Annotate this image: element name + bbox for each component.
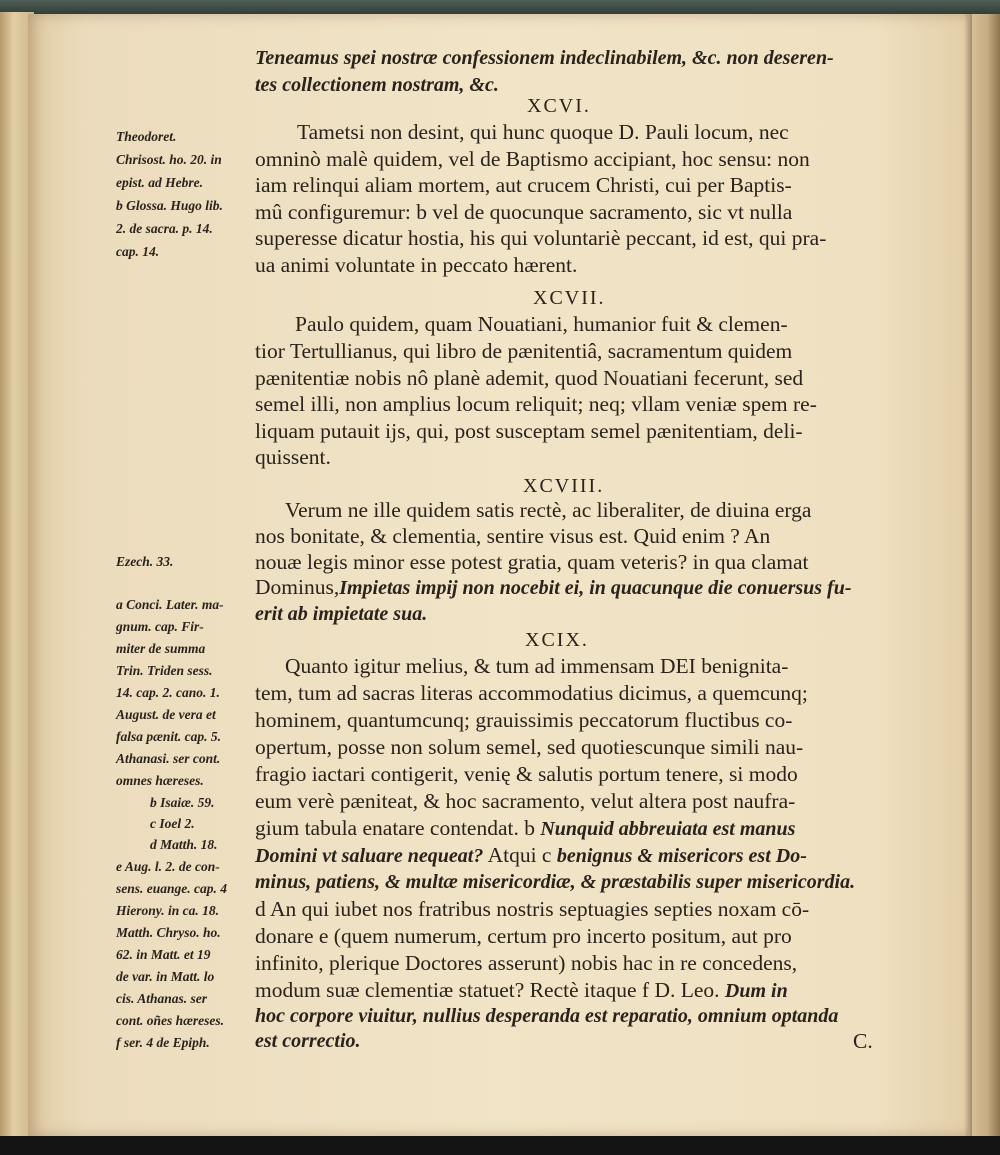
margin-note: omnes hæreses. [116, 773, 204, 788]
margin-note: 2. de sacra. p. 14. [116, 221, 213, 236]
text-line: iam relinqui aliam mortem, aut crucem Christi, cui per Baptis- [255, 173, 792, 197]
text-line: ua animi voluntate in peccato hærent. [255, 253, 578, 277]
text-line: pænitentiæ nobis nô planè ademit, quod Nouatiani fecerunt, sed [255, 366, 804, 390]
text-line: fragio iactari contigerit, venię & salutis portum tenere, si modo [255, 762, 798, 786]
margin-note: cont. oñes hæreses. [116, 1013, 225, 1028]
text-line: Paulo quidem, quam Nouatiani, humanior fuit & clemen- [295, 312, 788, 336]
text-line: semel illi, non amplius locum reliquit; neq; vllam veniæ spem re- [255, 392, 817, 416]
margin-note: c Ioel 2. [150, 816, 195, 831]
text-line: nos bonitate, & clementia, sentire visus est. Quid enim ? An [255, 524, 771, 548]
right-page-leaf [968, 14, 1000, 1136]
text-line: Verum ne ille quidem satis rectè, ac liberaliter, de diuina erga [285, 498, 812, 522]
text-line: infinito, plerique Doctores asserunt) nobis hac in re concedens, [255, 951, 798, 975]
text-line: mû configuremur: b vel de quocunque sacramento, sic vt nulla [255, 200, 793, 224]
text-line: nouæ legis minor esse potest gratia, quam veteris? in qua clamat [255, 550, 809, 574]
text-line: eum verè pæniteat, & hoc sacramento, velut altera post naufra- [255, 789, 796, 813]
text-line: tes collectionem nostram, &c. [255, 74, 499, 96]
text-line: Domini vt saluare nequeat? Atqui c benignus & misericors est Do- [255, 843, 807, 867]
margin-note: 62. in Matt. et 19 [116, 947, 211, 962]
text-line: hominem, quantumcunq; grauissimis peccatorum fluctibus co- [255, 708, 793, 732]
text-line: donare e (quem numerum, certum pro incerto positum, aut pro [255, 924, 792, 948]
text-line: minus, patiens, & multæ misericordiæ, & præstabilis super misericordia. [255, 871, 856, 893]
margin-note: f ser. 4 de Epiph. [116, 1035, 210, 1050]
margin-note: Theodoret. [116, 129, 177, 144]
margin-note: gnum. cap. Fir- [116, 619, 204, 634]
text-line: opertum, posse non solum semel, sed quotiescunque simili nau- [255, 735, 804, 759]
margin-note: 14. cap. 2. cano. 1. [116, 685, 220, 700]
margin-note: miter de summa [116, 641, 206, 656]
text-line: tior Tertullianus, qui libro de pænitentiâ, sacramentum quidem [255, 339, 793, 363]
section-heading-xcviii: XCVIII. [523, 475, 605, 497]
section-heading-xcvi: XCVI. [527, 95, 591, 117]
margin-note: sens. euange. cap. 4 [116, 881, 227, 896]
text-line: hoc corpore viuitur, nullius desperanda est reparatio, omnium optanda [255, 1005, 839, 1027]
margin-note: a Conci. Later. ma- [116, 597, 224, 612]
margin-note: Athanasi. ser cont. [116, 751, 221, 766]
text-line: Dominus,Impietas impij non nocebit ei, in quacunque die conuersus fu- [255, 575, 852, 599]
margin-note: epist. ad Hebre. [116, 175, 203, 190]
text-line: modum suæ clementiæ statuet? Rectè itaque f D. Leo. Dum in [255, 978, 788, 1002]
catchword: C. [853, 1029, 873, 1053]
text-line: Teneamus spei nostræ confessionem indeclinabilem, &c. non deseren- [255, 47, 834, 69]
margin-note: cis. Athanas. ser [116, 991, 208, 1006]
margin-note: Trin. Triden sess. [116, 663, 213, 678]
margin-note: cap. 14. [116, 244, 160, 259]
margin-note: Matth. Chryso. ho. [116, 925, 221, 940]
section-heading-xcvii: XCVII. [533, 287, 606, 309]
margin-note: August. de vera et [116, 707, 216, 722]
text-line: gium tabula enatare contendat. b Nunquid abbreuiata est manus [255, 816, 796, 840]
text-line: quissent. [255, 445, 331, 469]
bottom-dark-strip [0, 1136, 1000, 1155]
margin-note: b Glossa. Hugo lib. [116, 198, 223, 213]
margin-note: e Aug. l. 2. de con- [116, 859, 220, 874]
text-line: omninò malè quidem, vel de Baptismo accipiant, hoc sensu: non [255, 147, 810, 171]
text-line: erit ab impietate sua. [255, 603, 428, 625]
text-line: tem, tum ad sacras literas accommodatius dicimus, a quemcunq; [255, 681, 808, 705]
text-line: Quanto igitur melius, & tum ad immensam DEI benignita- [285, 654, 789, 678]
margin-note: Hierony. in ca. 18. [116, 903, 219, 918]
gutter-shadow [964, 14, 972, 1136]
text-line: liquam putauit ijs, qui, post susceptam semel pænitentiam, deli- [255, 419, 803, 443]
margin-note: de var. in Matt. lo [116, 969, 215, 984]
text-line: est correctio. [255, 1030, 361, 1052]
margin-note: Chrisost. ho. 20. in [116, 152, 222, 167]
text-line: d An qui iubet nos fratribus nostris septuagies septies noxam cō- [255, 897, 810, 921]
section-heading-xcix: XCIX. [525, 629, 589, 651]
margin-note: Ezech. 33. [116, 554, 174, 569]
margin-note: b Isaiæ. 59. [150, 795, 215, 810]
margin-note: falsa pænit. cap. 5. [116, 729, 222, 744]
text-line: Tametsi non desint, qui hunc quoque D. Pauli locum, nec [297, 120, 789, 144]
text-line: superesse dicatur hostia, his qui voluntariè peccant, id est, qui pra- [255, 226, 827, 250]
margin-note: d Matth. 18. [150, 837, 218, 852]
